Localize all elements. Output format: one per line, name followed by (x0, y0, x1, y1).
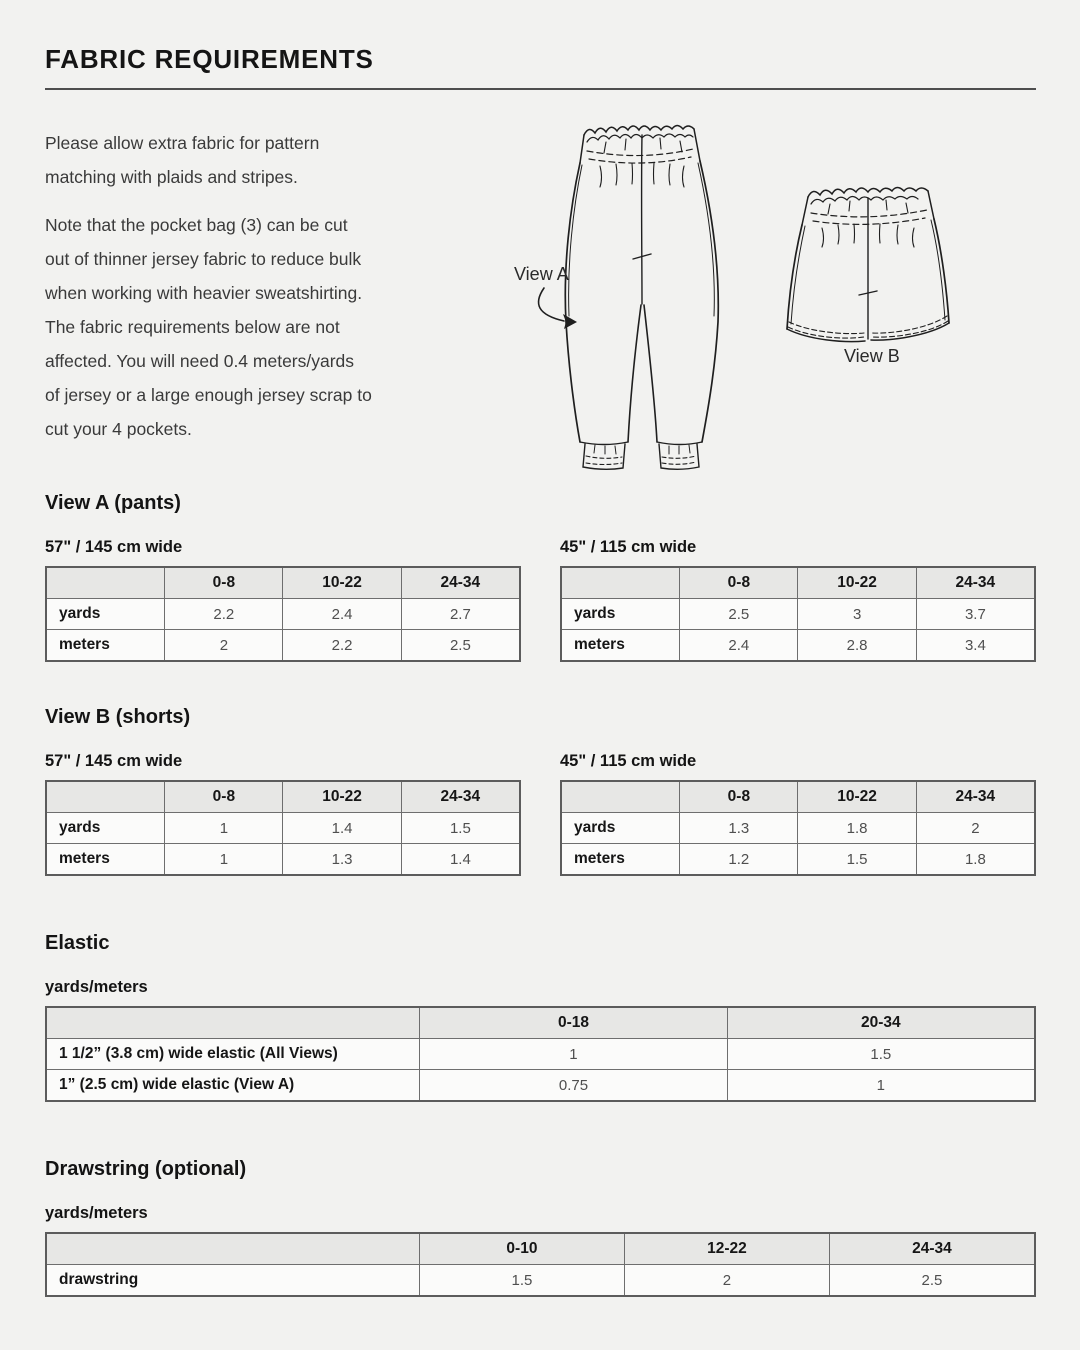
tables-row (45, 750, 1036, 876)
value-cell: 2.7 (401, 599, 520, 630)
size-range-header: 12-22 (624, 1233, 829, 1265)
value-cell: 2.5 (401, 630, 520, 662)
tables-row (45, 976, 1036, 1102)
value-cell: 3.4 (916, 630, 1035, 662)
title-divider (45, 88, 1036, 90)
fabric-table (560, 780, 1036, 876)
table-row (561, 630, 1035, 662)
row-label-cell: meters (561, 844, 680, 876)
table-row (46, 1039, 1035, 1070)
section-view-b-shorts (45, 704, 1036, 876)
value-cell: 2.4 (283, 599, 401, 630)
section-view-a-pants (45, 490, 1036, 662)
fabric-table (45, 1232, 1036, 1297)
table-subtitle: yards/meters (45, 1204, 148, 1222)
intro-paragraph (45, 208, 475, 446)
row-label-cell: yards (46, 813, 165, 844)
section-heading: View B (shorts) (45, 706, 191, 728)
shorts-drawing (787, 188, 949, 342)
section-heading: View A (pants) (45, 492, 181, 514)
garment-line-art (478, 108, 1038, 488)
size-range-header: 24-34 (401, 781, 520, 813)
value-cell: 1.5 (419, 1265, 624, 1297)
table-subtitle: 45" / 115 cm wide (560, 752, 697, 770)
view-a-label: View A (514, 264, 569, 284)
table-block (560, 536, 1036, 662)
garment-illustration (478, 108, 1038, 488)
text-line: matching with plaids and stripes. (45, 167, 298, 187)
table-row (561, 844, 1035, 876)
table-subtitle: yards/meters (45, 978, 148, 996)
value-cell: 1.4 (283, 813, 401, 844)
corner-cell (46, 781, 165, 813)
text-line: Note that the pocket bag (3) can be cut (45, 215, 348, 235)
text-line: cut your 4 pockets. (45, 419, 192, 439)
corner-cell (46, 1007, 420, 1039)
tables-row (45, 1202, 1036, 1297)
view-a-arrow (539, 288, 577, 329)
table-header-row (46, 1233, 1035, 1265)
table-block (45, 750, 521, 876)
table-header-row (561, 567, 1035, 599)
text-line: out of thinner jersey fabric to reduce bulk (45, 249, 362, 269)
value-cell: 2.4 (680, 630, 798, 662)
row-label-cell: 1” (2.5 cm) wide elastic (View A) (46, 1070, 420, 1102)
value-cell: 1.8 (798, 813, 916, 844)
corner-cell (46, 1233, 419, 1265)
table-block (45, 1202, 1036, 1297)
size-range-header: 0-8 (165, 781, 283, 813)
table-row (46, 844, 520, 876)
section-drawstring (45, 1156, 1036, 1297)
table-subtitle: 57" / 145 cm wide (45, 752, 183, 770)
fabric-table (560, 566, 1036, 662)
text-line: Please allow extra fabric for pattern (45, 133, 320, 153)
text-line: affected. You will need 0.4 meters/yards (45, 351, 355, 371)
fabric-table (45, 566, 521, 662)
table-block (560, 750, 1036, 876)
view-b-label: View B (844, 346, 900, 366)
size-range-header: 0-8 (165, 567, 283, 599)
table-block (45, 536, 521, 662)
corner-cell (561, 781, 680, 813)
size-range-header: 24-34 (916, 781, 1035, 813)
intro-text (45, 126, 475, 446)
size-range-header: 10-22 (283, 781, 401, 813)
table-row (561, 599, 1035, 630)
value-cell: 2.8 (798, 630, 916, 662)
size-range-header: 10-22 (283, 567, 401, 599)
row-label-cell: yards (561, 813, 680, 844)
value-cell: 1 (420, 1039, 727, 1070)
section-heading: Drawstring (optional) (45, 1158, 247, 1180)
table-row (46, 599, 520, 630)
fabric-table (45, 1006, 1036, 1102)
value-cell: 1 (165, 844, 283, 876)
value-cell: 1 (165, 813, 283, 844)
pants-drawing (565, 126, 718, 470)
corner-cell (46, 567, 165, 599)
text-line: The fabric requirements below are not (45, 317, 340, 337)
size-range-header: 20-34 (727, 1007, 1035, 1039)
value-cell: 2.2 (283, 630, 401, 662)
row-label-cell: yards (561, 599, 680, 630)
row-label-cell: meters (46, 844, 165, 876)
table-block (45, 976, 1036, 1102)
value-cell: 1.5 (798, 844, 916, 876)
value-cell: 1 (727, 1070, 1035, 1102)
table-row (561, 813, 1035, 844)
table-header-row (46, 1007, 1035, 1039)
value-cell: 2.5 (829, 1265, 1035, 1297)
size-range-header: 0-8 (680, 781, 798, 813)
size-range-header: 24-34 (401, 567, 520, 599)
table-row (46, 1070, 1035, 1102)
value-cell: 1.4 (401, 844, 520, 876)
value-cell: 3 (798, 599, 916, 630)
fabric-table (45, 780, 521, 876)
value-cell: 2.5 (680, 599, 798, 630)
size-range-header: 0-18 (420, 1007, 727, 1039)
value-cell: 1.3 (283, 844, 401, 876)
row-label-cell: meters (561, 630, 680, 662)
text-line: when working with heavier sweatshirting. (45, 283, 363, 303)
table-subtitle: 45" / 115 cm wide (560, 538, 697, 556)
table-subtitle: 57" / 145 cm wide (45, 538, 183, 556)
size-range-header: 24-34 (916, 567, 1035, 599)
table-header-row (46, 567, 520, 599)
size-range-header: 0-10 (419, 1233, 624, 1265)
size-range-header: 10-22 (798, 781, 916, 813)
value-cell: 1.8 (916, 844, 1035, 876)
value-cell: 1.5 (401, 813, 520, 844)
size-range-header: 10-22 (798, 567, 916, 599)
value-cell: 2.2 (165, 599, 283, 630)
corner-cell (561, 567, 680, 599)
value-cell: 2 (624, 1265, 829, 1297)
section-heading: Elastic (45, 932, 110, 954)
value-cell: 2 (165, 630, 283, 662)
table-row (46, 630, 520, 662)
value-cell: 1.2 (680, 844, 798, 876)
table-row (46, 813, 520, 844)
row-label-cell: 1 1/2” (3.8 cm) wide elastic (All Views) (46, 1039, 420, 1070)
row-label-cell: yards (46, 599, 165, 630)
value-cell: 1.3 (680, 813, 798, 844)
table-header-row (46, 781, 520, 813)
section-elastic (45, 930, 1036, 1102)
size-range-header: 24-34 (829, 1233, 1035, 1265)
row-label-cell: meters (46, 630, 165, 662)
table-header-row (561, 781, 1035, 813)
value-cell: 0.75 (420, 1070, 727, 1102)
table-row (46, 1265, 1035, 1297)
tables-row (45, 536, 1036, 662)
text-line: of jersey or a large enough jersey scrap to (45, 385, 372, 405)
page-title: FABRIC REQUIREMENTS (45, 44, 374, 74)
value-cell: 3.7 (916, 599, 1035, 630)
row-label-cell: drawstring (46, 1265, 419, 1297)
value-cell: 1.5 (727, 1039, 1035, 1070)
size-range-header: 0-8 (680, 567, 798, 599)
value-cell: 2 (916, 813, 1035, 844)
intro-paragraph (45, 126, 475, 194)
